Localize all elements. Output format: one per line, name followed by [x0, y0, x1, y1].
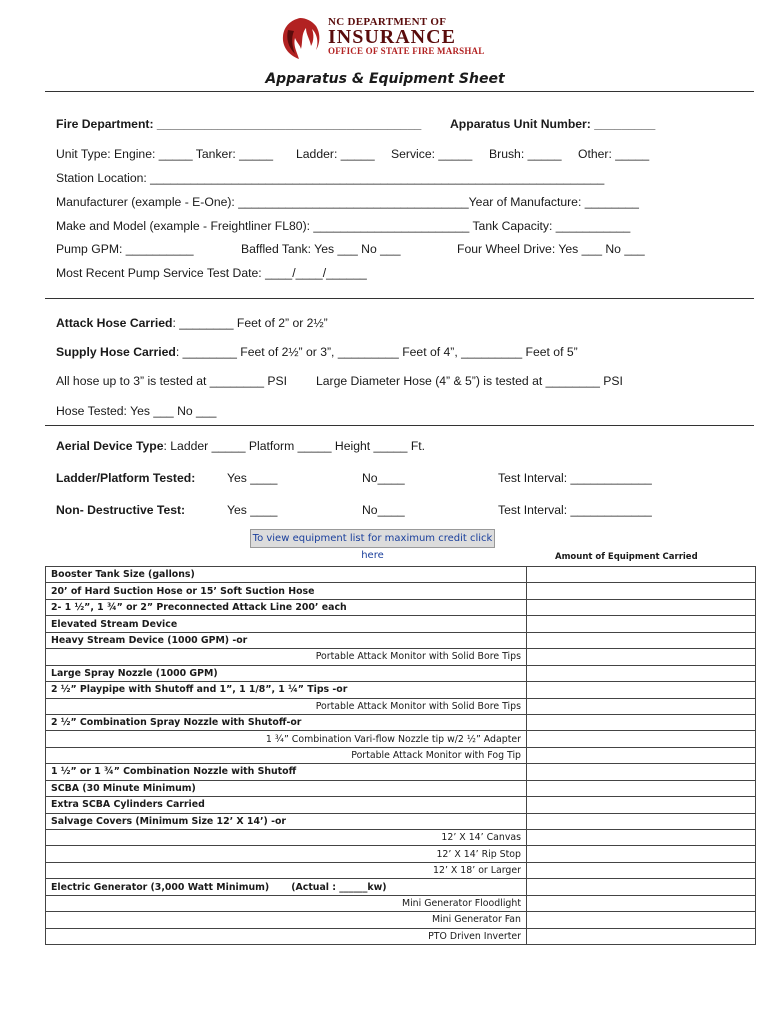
table-row	[46, 649, 756, 665]
equipment-label-text: 12’ X 18’ or Larger	[433, 865, 521, 877]
equipment-amount-cell[interactable]	[527, 649, 756, 665]
table-row	[46, 797, 756, 813]
equipment-amount-cell[interactable]	[527, 682, 756, 698]
amount-column-header: Amount of Equipment Carried	[555, 552, 698, 562]
equipment-label	[46, 698, 527, 714]
equipment-amount-cell[interactable]	[527, 616, 756, 632]
equipment-amount-cell[interactable]	[527, 830, 756, 846]
equipment-label	[46, 780, 527, 796]
station-location-field[interactable]: Station Location: ___________________________________________________________________	[56, 171, 605, 185]
equipment-label	[46, 747, 527, 763]
equipment-amount-cell[interactable]	[527, 567, 756, 583]
equipment-label	[46, 830, 527, 846]
table-row	[46, 747, 756, 763]
equipment-label	[46, 714, 527, 730]
ladder-test-interval[interactable]: Test Interval: ____________	[498, 471, 652, 485]
equipment-amount-cell[interactable]	[527, 813, 756, 829]
equipment-amount-cell[interactable]	[527, 862, 756, 878]
table-row	[46, 879, 756, 895]
brush-field[interactable]: Brush: _____	[489, 147, 562, 161]
ndt-no[interactable]: No____	[362, 503, 405, 517]
attack-hose-field[interactable]	[56, 316, 328, 330]
table-row	[46, 714, 756, 730]
equipment-label	[46, 879, 527, 895]
attack-hose-value: : ________ Feet of 2” or 2½”	[172, 316, 328, 330]
table-row	[46, 583, 756, 599]
ladder-tested-no[interactable]: No____	[362, 471, 405, 485]
equipment-label-text: Heavy Stream Device (1000 GPM) -or	[51, 634, 248, 646]
equipment-label-text: SCBA (30 Minute Minimum)	[51, 782, 196, 794]
ndt-test-interval[interactable]: Test Interval: ____________	[498, 503, 652, 517]
table-row	[46, 928, 756, 944]
equipment-label	[46, 682, 527, 698]
equipment-label-text: PTO Driven Inverter	[428, 930, 521, 942]
equipment-label	[46, 567, 527, 583]
equipment-amount-cell[interactable]	[527, 665, 756, 681]
section-divider	[45, 298, 754, 299]
equipment-label-text: Mini Generator Floodlight	[401, 897, 521, 909]
equipment-label	[46, 846, 527, 862]
equipment-label	[46, 616, 527, 632]
equipment-amount-cell[interactable]	[527, 879, 756, 895]
pump-gpm-field[interactable]: Pump GPM: __________	[56, 242, 194, 256]
manufacturer-field[interactable]: Manufacturer (example - E-One): __________________________________Year of Manufacture: ________	[56, 195, 639, 209]
logo-line-insurance: INSURANCE	[328, 26, 456, 48]
attack-hose-label: Attack Hose Carried	[56, 316, 173, 330]
table-row	[46, 862, 756, 878]
equipment-amount-cell[interactable]	[527, 797, 756, 813]
table-row	[46, 813, 756, 829]
unit-type-field[interactable]: Unit Type: Engine: _____ Tanker: _____	[56, 147, 274, 161]
logo	[328, 16, 498, 56]
equipment-label-text: Booster Tank Size (gallons)	[51, 569, 195, 581]
equipment-label-text: Salvage Covers (Minimum Size 12’ X 14’) -or	[51, 815, 287, 827]
equipment-label-text: Portable Attack Monitor with Fog Tip	[351, 750, 521, 762]
equipment-label	[46, 731, 527, 747]
equipment-amount-cell[interactable]	[527, 780, 756, 796]
aerial-device-label: Aerial Device Type	[56, 439, 164, 453]
equipment-label	[46, 665, 527, 681]
table-row	[46, 632, 756, 648]
table-row	[46, 764, 756, 780]
table-row	[46, 567, 756, 583]
baffled-tank-field[interactable]: Baffled Tank: Yes ___ No ___	[241, 242, 401, 256]
equipment-label-text: Electric Generator (3,000 Watt Minimum)	[51, 881, 270, 893]
supply-hose-label: Supply Hose Carried	[56, 345, 176, 359]
other-field[interactable]: Other: _____	[578, 147, 650, 161]
ndt-label: Non- Destructive Test:	[56, 503, 186, 517]
equipment-amount-cell[interactable]	[527, 912, 756, 928]
table-row	[46, 665, 756, 681]
supply-hose-value: : ________ Feet of 2½” or 3”, _________ Feet of 4”, _________ Feet of 5”	[175, 345, 578, 359]
equipment-label-text: Mini Generator Fan	[431, 914, 521, 926]
equipment-label-text: 2- 1 ½”, 1 ¾” or 2” Preconnected Attack Line 200’ each	[51, 602, 347, 614]
logo-line-fire-marshal: OFFICE OF STATE FIRE MARSHAL	[328, 46, 485, 56]
table-row	[46, 780, 756, 796]
equipment-label	[46, 649, 527, 665]
equipment-label-text: Large Spray Nozzle (1000 GPM)	[51, 667, 218, 679]
table-row	[46, 682, 756, 698]
equipment-label	[46, 912, 527, 928]
ladder-tested-yes[interactable]: Yes ____	[227, 471, 278, 485]
equipment-label-text: Portable Attack Monitor with Solid Bore Tips	[315, 651, 521, 663]
equipment-amount-cell[interactable]	[527, 895, 756, 911]
equipment-label-text: Portable Attack Monitor with Solid Bore Tips	[315, 700, 521, 712]
table-row	[46, 830, 756, 846]
equipment-label-text: 1 ¾” Combination Vari-flow Nozzle tip w/2 ½” Adapter	[265, 733, 521, 745]
aerial-device-value: : Ladder _____ Platform _____ Height _____ Ft.	[163, 439, 426, 453]
equipment-label-text: 20’ of Hard Suction Hose or 15’ Soft Suction Hose	[51, 585, 315, 597]
section-divider	[45, 425, 754, 426]
equipment-amount-cell[interactable]	[527, 583, 756, 599]
generator-actual-kw: (Actual : ______kw)	[291, 881, 387, 893]
equipment-amount-cell[interactable]	[527, 747, 756, 763]
equipment-label-text: 12’ X 14’ Canvas	[441, 832, 521, 844]
equipment-label	[46, 764, 527, 780]
four-wheel-drive-field[interactable]: Four Wheel Drive: Yes ___ No ___	[457, 242, 645, 256]
equipment-list-link[interactable]: To view equipment list for maximum credit click here	[250, 529, 495, 548]
equipment-label	[46, 895, 527, 911]
ladder-tested-label: Ladder/Platform Tested:	[56, 471, 196, 485]
supply-hose-field[interactable]	[56, 345, 578, 359]
make-model-field[interactable]: Make and Model (example - Freightliner FL80): _______________________ Tank Capacity: ___________	[56, 219, 631, 233]
page-title: Apparatus & Equipment Sheet	[265, 71, 505, 87]
ldh-tested-psi-field[interactable]: Large Diameter Hose (4” & 5”) is tested at ________ PSI	[316, 374, 623, 388]
equipment-label	[46, 813, 527, 829]
table-row	[46, 846, 756, 862]
equipment-amount-cell[interactable]	[527, 698, 756, 714]
table-row	[46, 731, 756, 747]
equipment-label	[46, 797, 527, 813]
table-row	[46, 698, 756, 714]
table-row	[46, 616, 756, 632]
equipment-table	[45, 566, 756, 945]
equipment-label-text: Elevated Stream Device	[51, 618, 178, 630]
pump-test-date-field[interactable]: Most Recent Pump Service Test Date: ____/____/______	[56, 266, 367, 280]
equipment-amount-cell[interactable]	[527, 632, 756, 648]
ladder-field[interactable]: Ladder: _____	[296, 147, 375, 161]
fire-marshal-emblem-icon	[279, 16, 321, 60]
equipment-label	[46, 599, 527, 615]
equipment-amount-cell[interactable]	[527, 846, 756, 862]
equipment-label-text: 12’ X 14’ Rip Stop	[436, 848, 521, 860]
table-row	[46, 599, 756, 615]
logo-line-department: NC DEPARTMENT OF	[328, 16, 447, 28]
service-field[interactable]: Service: _____	[391, 147, 473, 161]
apparatus-unit-field[interactable]: Apparatus Unit Number: _________	[450, 117, 656, 131]
title-divider	[45, 91, 754, 92]
equipment-label-text: 1 ½” or 1 ¾” Combination Nozzle with Shutoff	[51, 766, 297, 778]
hose-tested-field[interactable]: Hose Tested: Yes ___ No ___	[56, 404, 217, 418]
equipment-label	[46, 632, 527, 648]
equipment-label	[46, 928, 527, 944]
equipment-label-text: Extra SCBA Cylinders Carried	[51, 799, 205, 811]
fire-department-field[interactable]: Fire Department: _______________________________________	[56, 117, 422, 131]
equipment-amount-cell[interactable]	[527, 764, 756, 780]
equipment-label-text: 2 ½” Combination Spray Nozzle with Shutoff-or	[51, 717, 302, 729]
table-row	[46, 895, 756, 911]
ndt-yes[interactable]: Yes ____	[227, 503, 278, 517]
equipment-label	[46, 862, 527, 878]
equipment-amount-cell[interactable]	[527, 714, 756, 730]
hose-tested-psi-field[interactable]: All hose up to 3” is tested at ________ PSI	[56, 374, 288, 388]
equipment-label-text: 2 ½” Playpipe with Shutoff and 1”, 1 1/8”, 1 ¼” Tips -or	[51, 684, 348, 696]
equipment-amount-cell[interactable]	[527, 731, 756, 747]
equipment-amount-cell[interactable]	[527, 599, 756, 615]
equipment-amount-cell[interactable]	[527, 928, 756, 944]
aerial-device-field[interactable]	[56, 439, 425, 453]
equipment-label	[46, 583, 527, 599]
table-row	[46, 912, 756, 928]
